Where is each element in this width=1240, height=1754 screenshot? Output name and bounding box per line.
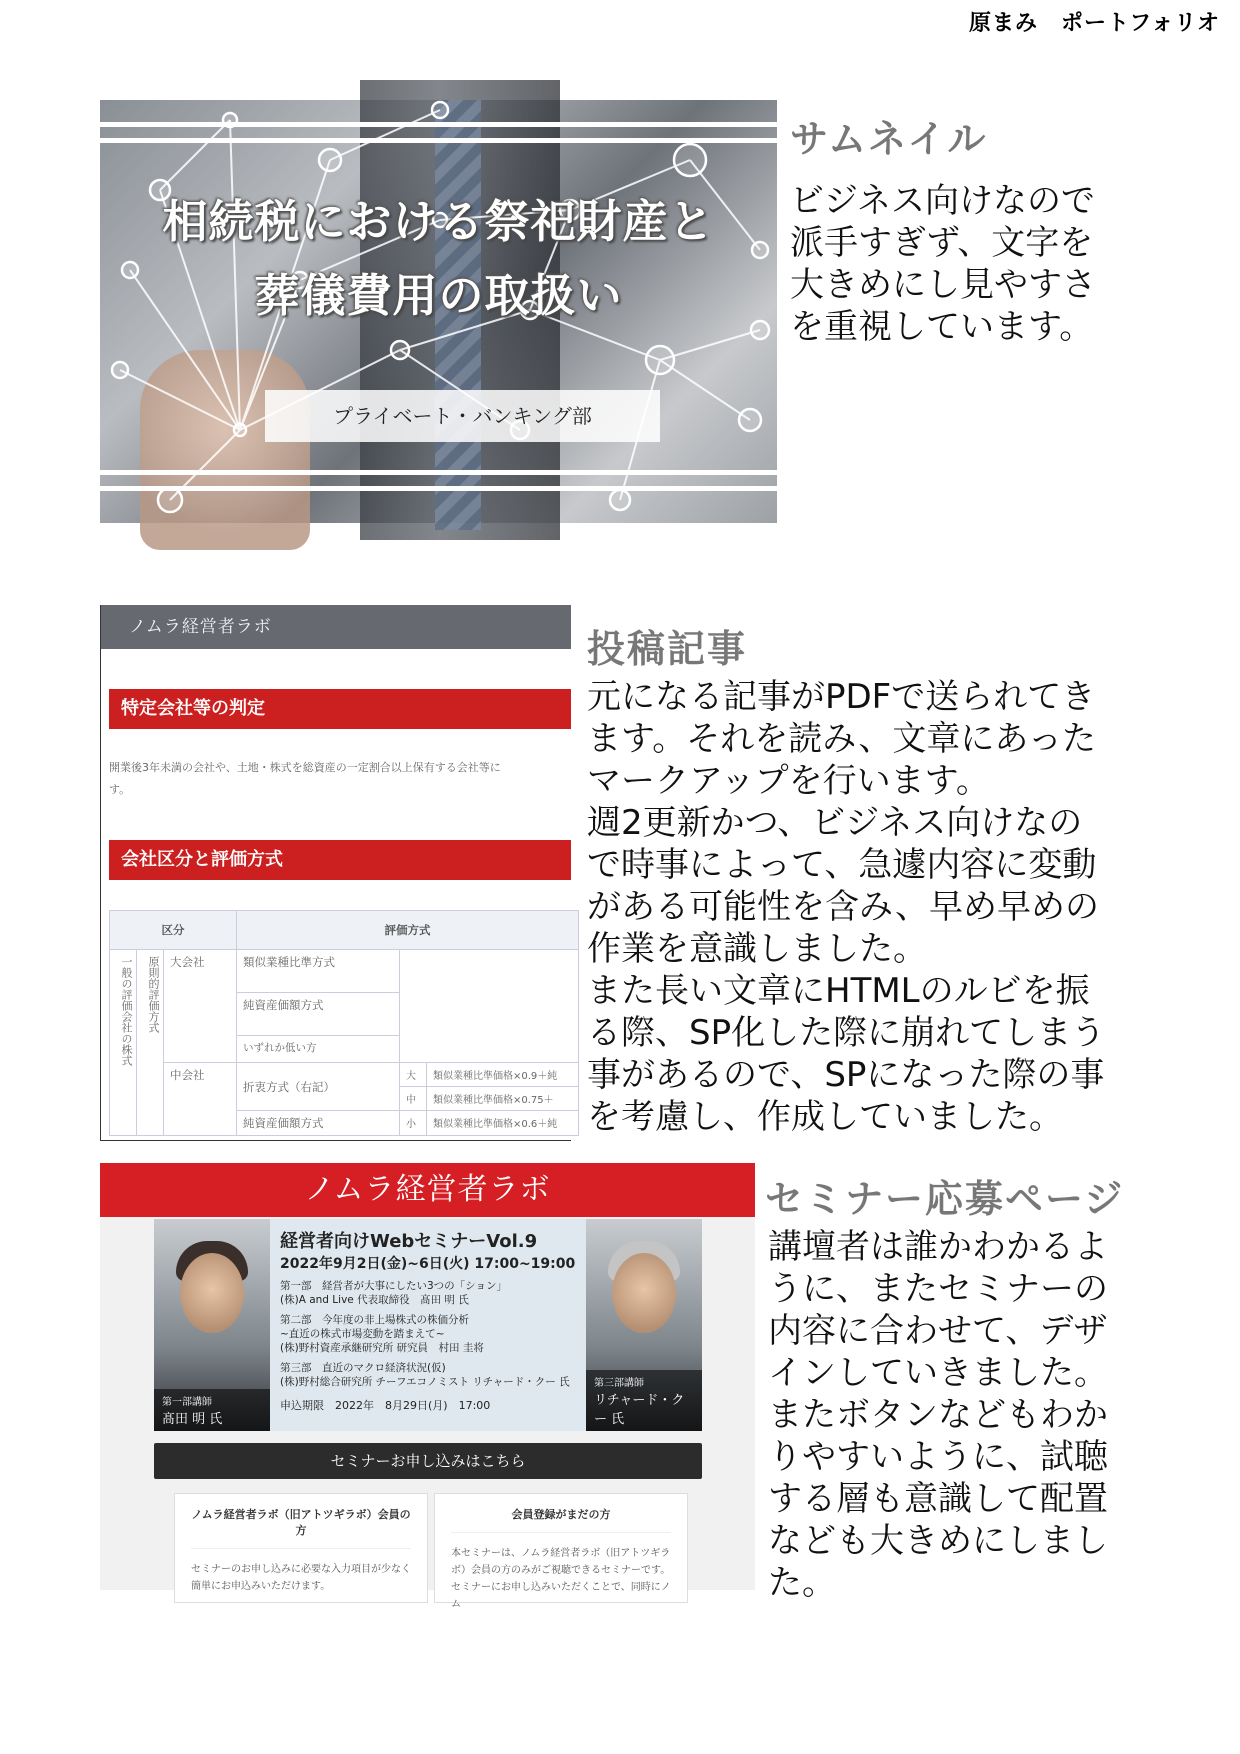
speaker-name: 髙田 明 氏 xyxy=(162,1412,223,1427)
speaker-photo xyxy=(586,1219,702,1431)
decorative-band xyxy=(100,470,777,475)
seminar-title: 経営者向けWebセミナーVol.9 xyxy=(280,1231,538,1252)
description-line: 派手すぎず、文字を xyxy=(790,223,1094,263)
seminar-info xyxy=(280,1227,580,1413)
table-cell: 大会社 xyxy=(164,950,237,1063)
table-cell: 中会社 xyxy=(164,1063,237,1136)
table-cell: 一般の評価会社の株式 xyxy=(110,950,137,1136)
section-text-line: す。 xyxy=(109,783,131,796)
description-line: ます。それを読み、文章にあった xyxy=(587,719,1096,759)
table-cell: 折衷方式（右記） xyxy=(237,1063,400,1111)
thumbnail-title-line: 葬儀費用の取扱い xyxy=(254,269,623,322)
description-line: またボタンなどもわか xyxy=(768,1395,1108,1435)
table-cell: 大 xyxy=(400,1063,427,1087)
description-line: りやすいように、試聴 xyxy=(768,1437,1108,1477)
portfolio-title: 原まみ ポートフォリオ xyxy=(968,11,1220,36)
card-text: セミナーのお申し込みに必要な入力項目が少なく簡単にお申込みいただけます。 xyxy=(191,1564,411,1592)
decorative-band xyxy=(100,122,777,127)
description-line: うに、またセミナーの xyxy=(768,1269,1108,1309)
section-text-line: 開業後3年未満の会社や、土地・株式を総資産の一定割合以上保有する会社等に xyxy=(109,761,501,774)
section-text xyxy=(109,757,579,801)
description-line: 大きめにし見やすさ xyxy=(790,265,1096,305)
seminar-part: 第二部 今年度の非上場株式の株価分析 ~直近の株式市場変動を踏まえて~ (株)野村資産承継研究所 研究員 村田 圭将 xyxy=(280,1314,484,1354)
description-line: 元になる記事がPDFで送られてき xyxy=(587,677,1096,717)
description-line: で時事によって、急遽内容に変動 xyxy=(587,845,1097,885)
card-text: 本セミナーは、ノムラ経営者ラボ（旧アトツギラボ）会員の方のみがご視聴できるセミナーです。セミナーにお申し込みいただくことで、同時にノム xyxy=(451,1548,671,1610)
speaker-role: 第一部講師 xyxy=(162,1397,212,1408)
thumbnail-heading: サムネイル xyxy=(790,117,988,161)
section-title-bar: 会社区分と評価方式 xyxy=(109,840,571,880)
table-cell: 純資産価額方式 xyxy=(237,1111,400,1136)
description-line: また長い文章にHTMLのルビを振 xyxy=(587,971,1090,1011)
description-line: 事があるので、SPになった際の事 xyxy=(587,1055,1105,1095)
seminar-screenshot xyxy=(100,1163,755,1610)
description-line: なども大きめにしまし xyxy=(768,1521,1108,1561)
table-cell: 純資産価額方式 xyxy=(237,993,400,1036)
description-line: インしていきました。 xyxy=(768,1353,1108,1393)
decorative-band xyxy=(100,486,777,491)
thumbnail-description xyxy=(790,180,1096,348)
speaker-face xyxy=(612,1253,676,1333)
seminar-part: 第一部 経営者が大事にしたい3つの「ション」 (株)A and Live 代表取締役 髙田 明 氏 xyxy=(280,1280,507,1306)
description-line: する層も意識して配置 xyxy=(768,1479,1108,1519)
description-line: 作業を意識しました。 xyxy=(587,929,927,969)
seminar-heading: セミナー応募ページ xyxy=(765,1177,1125,1221)
speaker-caption xyxy=(586,1370,702,1431)
description-line: 週2更新かつ、ビジネス向けなの xyxy=(587,803,1083,843)
table-cell xyxy=(400,950,579,1063)
seminar-description xyxy=(768,1226,1108,1604)
seminar-deadline: 申込期限 2022年 8月29日(月) 17:00 xyxy=(280,1399,491,1412)
table-cell: 類似業種比準価格×0.75＋ xyxy=(427,1087,579,1111)
description-line: る際、SP化した際に崩れてしまう xyxy=(587,1013,1106,1053)
description-line: た。 xyxy=(768,1563,836,1603)
speaker-name: リチャード・クー 氏 xyxy=(594,1393,685,1427)
description-line: ビジネス向けなので xyxy=(790,181,1095,221)
seminar-hero xyxy=(154,1219,702,1431)
speaker-role: 第三部講師 xyxy=(594,1378,644,1389)
table-header: 評価方式 xyxy=(237,911,579,950)
seminar-part: 第三部 直近のマクロ経済状況(仮) (株)野村総合研究所 チーフエコノミスト リチャード・クー 氏 xyxy=(280,1362,570,1388)
card-title: ノムラ経営者ラボ（旧アトツギラボ）会員の方 xyxy=(191,1506,411,1549)
speaker-face xyxy=(180,1253,244,1333)
site-name-bar: ノムラ経営者ラボ xyxy=(101,605,571,649)
seminar-date: 2022年9月2日(金)~6日(火) 17:00~19:00 xyxy=(280,1256,576,1272)
table-cell: 類似業種比準価格×0.6＋純 xyxy=(427,1111,579,1136)
description-line: を考慮し、作成していました。 xyxy=(587,1097,1063,1137)
description-line: 講壇者は誰かわかるよ xyxy=(768,1227,1108,1267)
description-line: を重視しています。 xyxy=(790,307,1094,347)
description-line: 内容に合わせて、デザ xyxy=(768,1311,1108,1351)
table-cell: 中 xyxy=(400,1087,427,1111)
table-cell: 原則的評価方式 xyxy=(137,950,164,1136)
description-line: マークアップを行います。 xyxy=(587,761,990,801)
non-member-card[interactable] xyxy=(434,1493,688,1610)
member-card[interactable] xyxy=(174,1493,428,1603)
table-cell: 類似業種比準価格×0.9＋純 xyxy=(427,1063,579,1087)
seminar-apply-button[interactable]: セミナーお申し込みはこちら xyxy=(154,1443,702,1479)
speaker-photo xyxy=(154,1219,270,1431)
decorative-band xyxy=(100,138,777,143)
card-title: 会員登録がまだの方 xyxy=(451,1506,671,1533)
article-description xyxy=(587,676,1105,1138)
department-label: プライベート・バンキング部 xyxy=(265,390,660,442)
section-title-bar: 特定会社等の判定 xyxy=(109,689,571,729)
valuation-table xyxy=(109,910,579,1136)
seminar-brand-bar: ノムラ経営者ラボ xyxy=(100,1163,755,1217)
table-cell: いずれか低い方 xyxy=(237,1036,400,1063)
table-header: 区分 xyxy=(110,911,237,950)
thumbnail-title xyxy=(100,185,777,333)
description-line: がある可能性を含み、早め早めの xyxy=(587,887,1100,927)
article-heading: 投稿記事 xyxy=(587,627,748,671)
speaker-caption xyxy=(154,1389,270,1431)
table-cell: 小 xyxy=(400,1111,427,1136)
thumbnail-image xyxy=(100,100,777,523)
table-cell: 類似業種比準方式 xyxy=(237,950,400,993)
thumbnail-title-line: 相続税における祭祀財産と xyxy=(162,195,715,248)
article-screenshot xyxy=(100,605,571,1141)
